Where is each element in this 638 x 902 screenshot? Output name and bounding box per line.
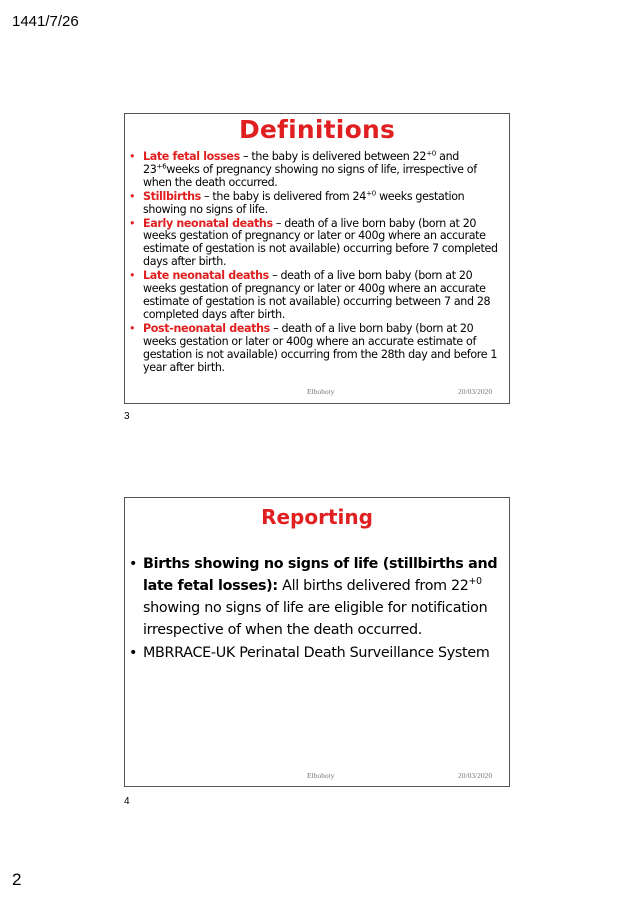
definition-text: – death of a live born baby (born at 20 weeks gestation of pregnancy or later or 400g where an accurate estimate of gestation is not available) occurring between 7 and 28 completed days after birth. xyxy=(143,269,491,321)
definition-text: – the baby is delivered from 24 xyxy=(200,189,366,203)
bullet-icon: • xyxy=(129,216,136,230)
term-label: Stillbirths xyxy=(143,189,201,203)
body-text: All births delivered from 22 xyxy=(277,578,469,594)
superscript: +0 xyxy=(468,576,482,588)
body-text: showing no signs of life are eligible for notification irrespective of when the death occurred. xyxy=(143,600,488,638)
definition-text: weeks gestation showing no signs of life. xyxy=(143,189,465,216)
definition-text: – death of a live born baby (born at 20 weeks gestation or later or 400g where an accurate estimate of gestation is not available) occurring from the 28th day and before 1 year after birth. xyxy=(143,321,498,374)
term-label: Late fetal losses xyxy=(143,150,240,163)
header-date: 1441/7/26 xyxy=(12,13,79,30)
definition-text: and 23 xyxy=(143,150,459,176)
list-item xyxy=(129,188,505,217)
list-item xyxy=(129,323,505,375)
term-label: Early neonatal deaths xyxy=(143,216,273,230)
list-item xyxy=(129,642,507,664)
superscript: +0 xyxy=(426,148,436,158)
body-text: MBRRACE-UK Perinatal Death Surveillance System xyxy=(143,645,490,661)
bold-lead-text: Births showing no signs of life (stillbirths and late fetal losses): xyxy=(143,556,498,594)
list-item xyxy=(129,553,507,641)
slide-title: Definitions xyxy=(238,115,396,144)
bullet-icon: • xyxy=(129,645,138,661)
definition-text: weeks of pregnancy showing no signs of life, irrespective of when the death occurred. xyxy=(143,162,477,189)
footer-author: Elbohoty xyxy=(307,387,335,396)
bullet-icon: • xyxy=(129,269,136,283)
superscript: +6 xyxy=(156,161,167,171)
term-label: Late neonatal deaths xyxy=(143,269,269,283)
footer-date: 20/03/2020 xyxy=(458,771,493,780)
list-item xyxy=(129,218,505,270)
slide-number: 3 xyxy=(124,411,130,422)
page-number: 2 xyxy=(12,870,22,889)
footer-author: Elbohoty xyxy=(307,771,335,780)
slide-definitions xyxy=(124,113,510,404)
bullet-icon: • xyxy=(129,321,136,335)
slide-number: 4 xyxy=(124,796,130,807)
reporting-list xyxy=(129,553,507,665)
bullet-icon: • xyxy=(129,556,138,572)
bullet-icon: • xyxy=(129,150,136,163)
slide-title: Reporting xyxy=(261,505,373,529)
definition-text: – death of a live born baby (born at 20 weeks gestation of pregnancy or later or 400g where an accurate estimate of gestation is not available) occurring before 7 completed days after birth. xyxy=(143,216,498,269)
definitions-list xyxy=(129,148,505,375)
definition-text: – the baby is delivered between 22 xyxy=(239,150,427,163)
term-label: Post-neonatal deaths xyxy=(143,321,270,335)
superscript: +0 xyxy=(365,188,376,198)
list-item xyxy=(129,270,505,322)
list-item xyxy=(129,148,505,190)
footer-date: 20/03/2020 xyxy=(458,387,493,396)
slide-reporting xyxy=(124,497,510,787)
bullet-icon: • xyxy=(129,189,136,203)
